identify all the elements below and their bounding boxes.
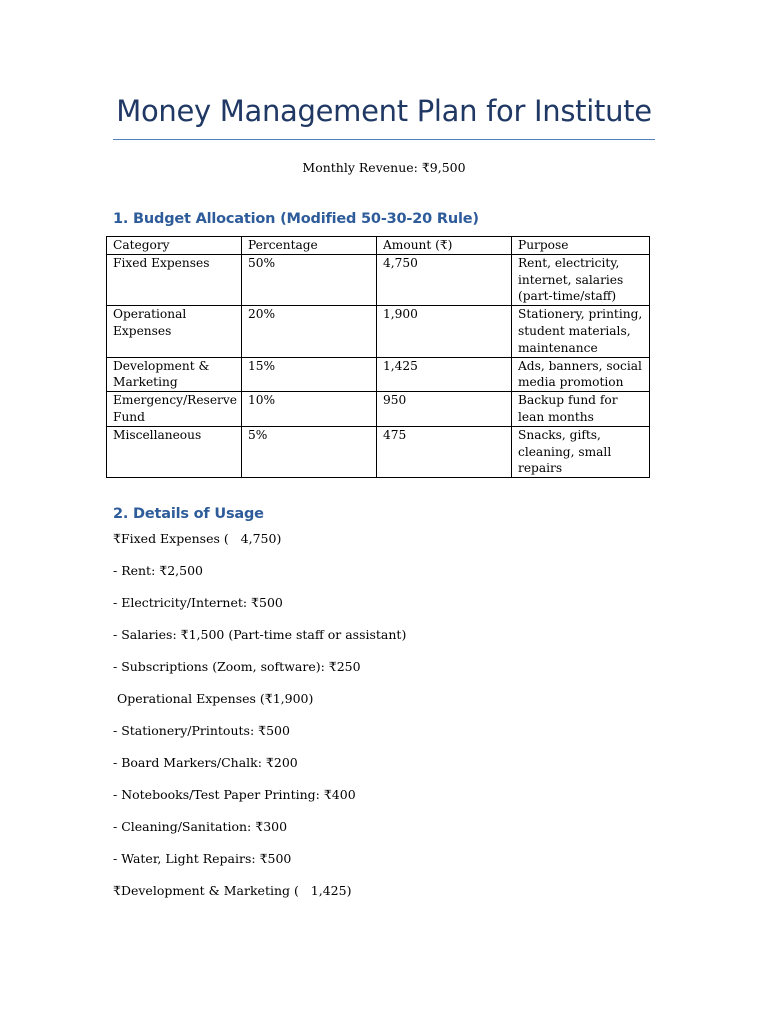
usage-line: - Subscriptions (Zoom, software): ₹250	[113, 659, 361, 674]
monthly-revenue: Monthly Revenue: ₹9,500	[302, 160, 466, 175]
usage-line: - Stationery/Printouts: ₹500	[113, 723, 290, 738]
usage-line: - Notebooks/Test Paper Printing: ₹400	[113, 787, 356, 802]
column-header-percentage: Percentage	[242, 237, 377, 255]
cell-amount: 1,425	[377, 357, 512, 392]
table-row	[107, 357, 650, 392]
usage-line: - Board Markers/Chalk: ₹200	[113, 755, 298, 770]
usage-line: - Salaries: ₹1,500 (Part-time staff or assistant)	[113, 627, 407, 642]
cell-category: Fixed Expenses	[107, 254, 242, 305]
cell-amount: 475	[377, 426, 512, 477]
cell-category: Development & Marketing	[107, 357, 242, 392]
table-row	[107, 254, 650, 305]
cell-percentage: 15%	[242, 357, 377, 392]
column-header-category: Category	[107, 237, 242, 255]
cell-purpose: Ads, banners, social media promotion	[512, 357, 650, 392]
section-heading-details-of-usage: 2. Details of Usage	[113, 506, 264, 522]
cell-percentage: 20%	[242, 306, 377, 357]
usage-details-list	[113, 530, 406, 914]
cell-percentage: 10%	[242, 392, 377, 427]
cell-amount: 4,750	[377, 254, 512, 305]
budget-allocation-table	[106, 236, 650, 478]
table-row	[107, 306, 650, 357]
column-header-amount: Amount (₹)	[377, 237, 512, 255]
usage-line: - Rent: ₹2,500	[113, 563, 204, 578]
table-row	[107, 392, 650, 427]
usage-line: - Electricity/Internet: ₹500	[113, 595, 283, 610]
usage-line: ₹Fixed Expenses ( 4,750)	[113, 531, 282, 546]
cell-category: Emergency/Reserve Fund	[107, 392, 242, 427]
usage-line: - Cleaning/Sanitation: ₹300	[113, 819, 288, 834]
cell-percentage: 50%	[242, 254, 377, 305]
cell-purpose: Backup fund for lean months	[512, 392, 650, 427]
cell-amount: 950	[377, 392, 512, 427]
table-header-row	[107, 237, 650, 255]
usage-line: ₹Development & Marketing ( 1,425)	[113, 883, 352, 898]
table-row	[107, 426, 650, 477]
cell-purpose: Stationery, printing, student materials, maintenance	[512, 306, 650, 357]
cell-purpose: Snacks, gifts, cleaning, small repairs	[512, 426, 650, 477]
title-underline	[113, 139, 655, 140]
cell-purpose: Rent, electricity, internet, salaries (part-time/staff)	[512, 254, 650, 305]
section-heading-budget-allocation: 1. Budget Allocation (Modified 50-30-20 Rule)	[113, 211, 479, 227]
cell-percentage: 5%	[242, 426, 377, 477]
cell-category: Operational Expenses	[107, 306, 242, 357]
document-title: Money Management Plan for Institute	[116, 94, 652, 128]
usage-line: - Water, Light Repairs: ₹500	[113, 851, 292, 866]
cell-amount: 1,900	[377, 306, 512, 357]
column-header-purpose: Purpose	[512, 237, 650, 255]
usage-line: Operational Expenses (₹1,900)	[113, 691, 314, 706]
cell-category: Miscellaneous	[107, 426, 242, 477]
